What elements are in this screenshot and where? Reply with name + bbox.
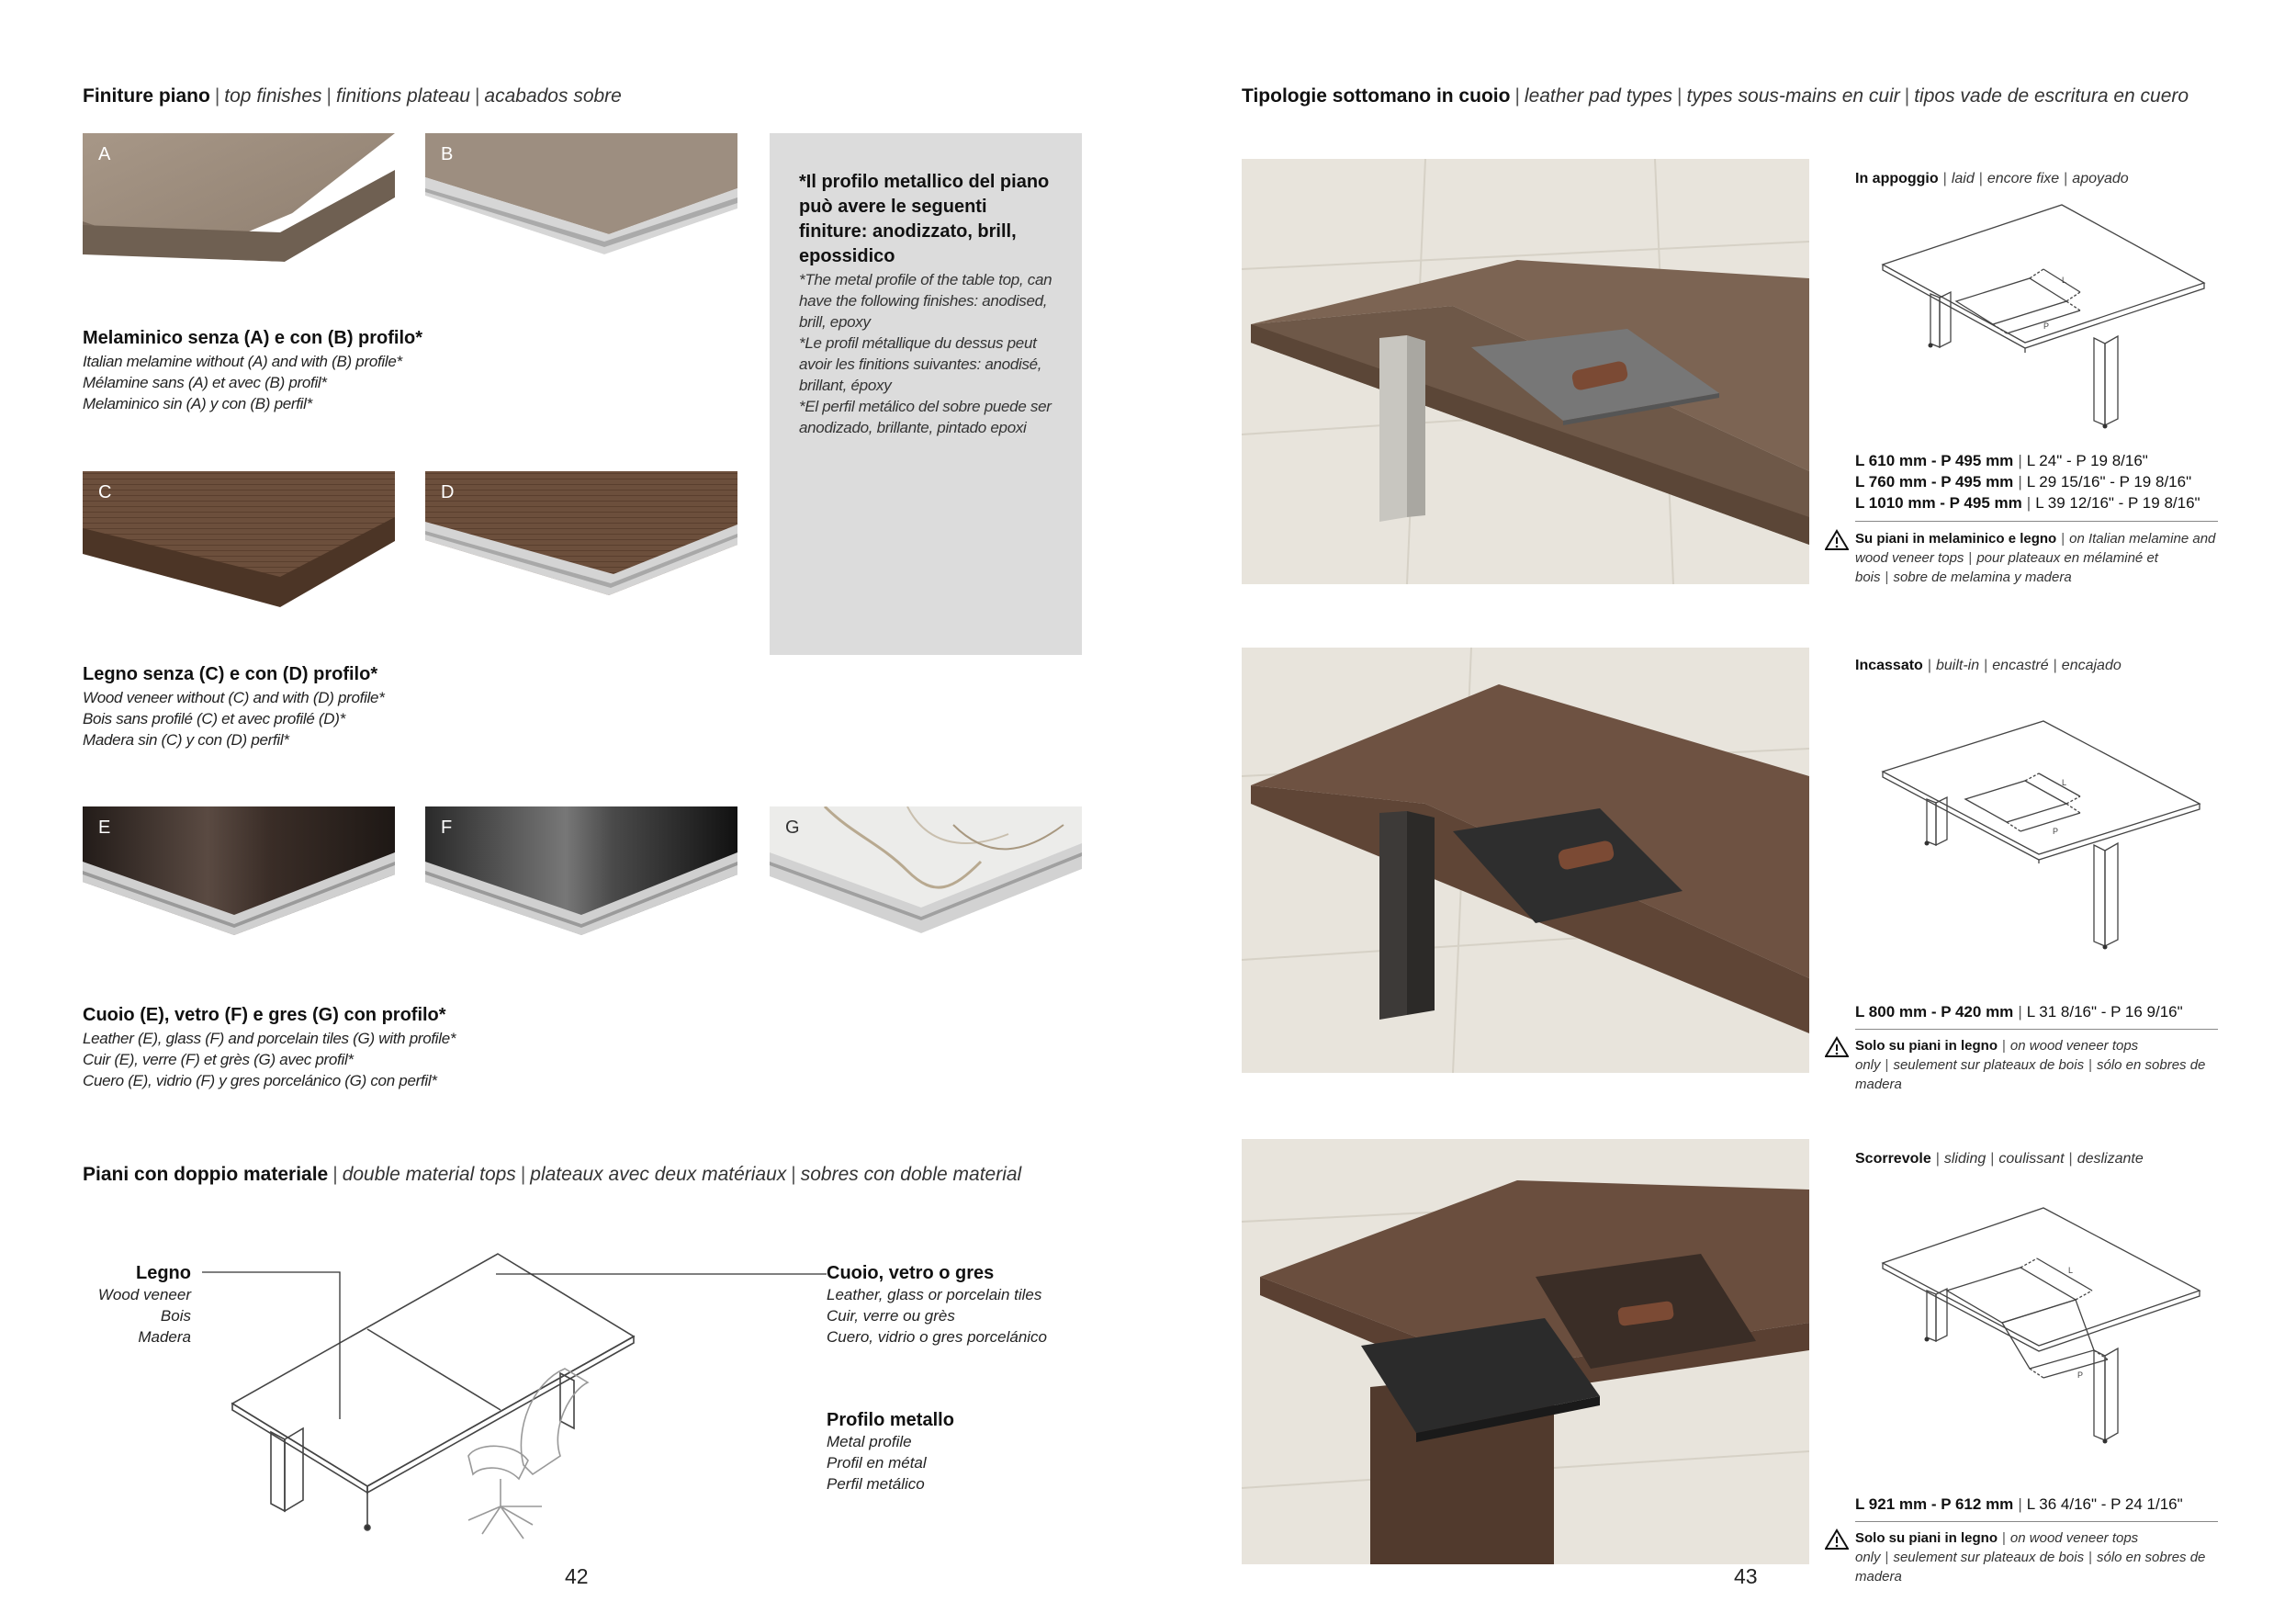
section-sliding-warning-es: sólo en sobres de madera [1855, 1550, 2206, 1585]
laid-dim-1-imperial: L 24" - P 19 8/16" [2026, 452, 2148, 469]
warning-icon [1825, 1528, 1849, 1551]
caption-melamine-es: Melaminico sin (A) y con (B) perfil* [83, 395, 312, 412]
swatch-a-letter: A [98, 144, 111, 164]
swatch-b-letter: B [441, 144, 454, 164]
section-builtin-title-bold: Incassato [1855, 658, 1923, 673]
laid-dim-1: L 610 mm - P 495 mm | L 24" - P 19 8/16" [1855, 452, 2148, 469]
label-cuoio-title: Cuoio, vetro o gres [827, 1263, 995, 1283]
right-heading-en: leather pad types [1524, 85, 1673, 107]
caption-leather [83, 1005, 560, 1091]
section-laid-warning: Su piani in melaminico e legno | on Italian melamine and wood veneer tops | pour plateaux en mélaminé et bois | sobre de melamina y madera [1855, 531, 2216, 585]
double-heading-es: sobres con doble material [800, 1164, 1022, 1185]
double-heading: Piani con doppio materiale | double material tops | plateaux avec deux matériaux | sobres con doble material [83, 1164, 1022, 1185]
right-heading-bold: Tipologie sottomano in cuoio [1242, 85, 1511, 107]
profile-note-es: *El perfil metálico del sobre puede ser anodizado, brillante, pintado epoxi [799, 398, 1052, 436]
section-builtin-warning-fr: seulement sur plateaux de bois [1893, 1057, 2085, 1073]
laid-dim-1-metric: L 610 mm - P 495 mm [1855, 452, 2014, 469]
label-profilo-en: Metal profile [827, 1433, 912, 1450]
section-builtin-title-es: encajado [2061, 658, 2122, 673]
right-heading: Tipologie sottomano in cuoio | leather pad types | types sous-mains en cuir | tipos vade de escritura en cuero [1242, 85, 2189, 107]
section-sliding-title: Scorrevole | sliding | coulissant | deslizante [1855, 1151, 2144, 1167]
double-heading-fr: plateaux avec deux matériaux [530, 1164, 787, 1185]
profile-note-fr: *Le profil métallique du dessus peut avoir les finitions suivantes: anodisé, brillant, époxy [799, 334, 1042, 394]
label-profilo-es: Perfil metálico [827, 1475, 925, 1493]
diagram-laid-p-label: P [2043, 321, 2050, 331]
diagram-sliding-p-label: P [2077, 1370, 2084, 1380]
label-legno-fr: Bois [160, 1307, 191, 1325]
section-sliding-dims [1855, 1494, 2183, 1515]
section-laid-title-es: apoyado [2072, 171, 2129, 186]
caption-wood-fr: Bois sans profilé (C) et avec profilé (D)* [83, 710, 345, 727]
caption-wood-en: Wood veneer without (C) and with (D) profile* [83, 689, 385, 706]
swatch-d [425, 471, 737, 607]
laid-dim-2-metric: L 760 mm - P 495 mm [1855, 473, 2014, 491]
swatch-b [425, 133, 737, 269]
caption-wood-title: Legno senza (C) e con (D) profilo* [83, 664, 378, 684]
section-laid-warning-fr: pour plateaux en mélaminé et bois [1855, 550, 2158, 585]
section-builtin-title: Incassato | built-in | encastré | encajado [1855, 658, 2122, 673]
caption-leather-fr: Cuir (E), verre (F) et grès (G) avec profil* [83, 1051, 354, 1068]
swatch-a [83, 133, 395, 269]
diagram-builtin-l-label: L [2062, 778, 2067, 787]
swatch-e-letter: E [98, 818, 111, 838]
page-number-left: 42 [565, 1564, 589, 1588]
caption-melamine-en: Italian melamine without (A) and with (B) profile* [83, 353, 402, 370]
section-builtin-title-fr: encastré [1992, 658, 2049, 673]
double-material-table-drawing [202, 1245, 845, 1548]
laid-dim-2: L 760 mm - P 495 mm | L 29 15/16" - P 19 8/16" [1855, 473, 2192, 491]
diagram-sliding-l-label: L [2068, 1266, 2074, 1275]
label-profilo [827, 1410, 1139, 1494]
section-laid-title-en: laid [1951, 171, 1975, 186]
section-sliding-title-es: deslizante [2077, 1151, 2144, 1167]
section-builtin-dims [1855, 1001, 2183, 1022]
section-sliding-warning: Solo su piani in legno | on wood veneer tops only | seulement sur plateaux de bois | sólo en sobres de madera [1855, 1530, 2206, 1585]
swatch-g [770, 806, 1082, 942]
sliding-dim-1-imperial: L 36 4/16" - P 24 1/16" [2026, 1495, 2183, 1513]
section-laid-title-fr: encore fixe [1986, 171, 2060, 186]
section-sliding-title-en: sliding [1943, 1151, 1986, 1167]
label-legno-title: Legno [136, 1263, 191, 1283]
section-sliding-title-fr: coulissant [1998, 1151, 2065, 1167]
section-laid-title-bold: In appoggio [1855, 171, 1939, 186]
caption-leather-en: Leather (E), glass (F) and porcelain tiles (G) with profile* [83, 1030, 456, 1047]
caption-melamine [83, 328, 505, 414]
label-legno-es: Madera [138, 1328, 191, 1346]
laid-dim-2-imperial: L 29 15/16" - P 19 8/16" [2026, 473, 2192, 491]
section-sliding-warning-en: on wood veneer tops only [1855, 1530, 2139, 1565]
diagram-laid [1874, 200, 2213, 434]
left-heading-bold: Finiture piano [83, 85, 210, 107]
label-cuoio-fr: Cuir, verre ou grès [827, 1307, 955, 1325]
double-heading-en: double material tops [342, 1164, 516, 1185]
profile-note-title: *Il profilo metallico del piano può avere le seguenti finiture: anodizzato, brill, epossidico [799, 172, 1050, 266]
diagram-laid-l-label: L [2062, 276, 2067, 285]
laid-dim-3: L 1010 mm - P 495 mm | L 39 12/16" - P 19 8/16" [1855, 494, 2200, 512]
section-builtin-warning-en: on wood veneer tops only [1855, 1038, 2139, 1073]
sliding-dim-1-metric: L 921 mm - P 612 mm [1855, 1495, 2014, 1513]
laid-dim-3-metric: L 1010 mm - P 495 mm [1855, 494, 2022, 512]
section-sliding-warning-fr: seulement sur plateaux de bois [1893, 1550, 2085, 1565]
label-profilo-fr: Profil en métal [827, 1454, 927, 1472]
swatch-f [425, 806, 737, 942]
double-heading-bold: Piani con doppio materiale [83, 1164, 329, 1185]
swatch-g-letter: G [785, 818, 800, 838]
caption-wood-es: Madera sin (C) y con (D) perfil* [83, 731, 289, 749]
right-heading-es: tipos vade de escritura en cuero [1914, 85, 2189, 107]
profile-note-box [770, 133, 1082, 655]
diagram-builtin-p-label: P [2053, 827, 2059, 836]
diagram-builtin [1874, 716, 2213, 955]
left-heading: Finiture piano | top finishes | finitions plateau | acabados sobre [83, 85, 622, 107]
label-cuoio [827, 1263, 1139, 1348]
caption-leather-es: Cuero (E), vidrio (F) y gres porcelánico (G) con perfil* [83, 1072, 437, 1089]
section-builtin-warning-es: sólo en sobres de madera [1855, 1057, 2206, 1092]
caption-melamine-title: Melaminico senza (A) e con (B) profilo* [83, 328, 423, 348]
diagram-sliding [1874, 1203, 2213, 1451]
left-heading-fr: finitions plateau [336, 85, 470, 107]
label-cuoio-es: Cuero, vidrio o gres porcelánico [827, 1328, 1048, 1346]
label-legno [55, 1263, 191, 1348]
section-laid-warning-es: sobre de melamina y madera [1893, 570, 2072, 585]
section-laid-title: In appoggio | laid | encore fixe | apoyado [1855, 171, 2129, 186]
section-laid-dims [1855, 450, 2200, 513]
photo-laid-pad [1242, 159, 1809, 584]
photo-sliding-pad [1242, 1139, 1809, 1564]
builtin-dim-1: L 800 mm - P 420 mm | L 31 8/16" - P 16 9/16" [1855, 1003, 2183, 1021]
laid-dim-3-imperial: L 39 12/16" - P 19 8/16" [2035, 494, 2200, 512]
builtin-dim-1-imperial: L 31 8/16" - P 16 9/16" [2026, 1003, 2183, 1021]
photo-built-in-pad [1242, 648, 1809, 1073]
left-heading-en: top finishes [224, 85, 322, 107]
page-number-right: 43 [1734, 1564, 1758, 1588]
swatch-e [83, 806, 395, 942]
section-laid-rule [1855, 521, 2218, 522]
caption-melamine-fr: Mélamine sans (A) et avec (B) profil* [83, 374, 327, 391]
section-builtin-rule [1855, 1029, 2218, 1030]
section-sliding-rule [1855, 1521, 2218, 1522]
sliding-dim-1: L 921 mm - P 612 mm | L 36 4/16" - P 24 1/16" [1855, 1495, 2183, 1513]
swatch-d-letter: D [441, 482, 455, 502]
section-laid-warning-en: on Italian melamine and wood veneer tops [1855, 531, 2216, 566]
section-builtin-warning: Solo su piani in legno | on wood veneer tops only | seulement sur plateaux de bois | sólo en sobres de madera [1855, 1038, 2206, 1092]
caption-leather-title: Cuoio (E), vetro (F) e gres (G) con profilo* [83, 1005, 446, 1025]
swatch-c [83, 471, 395, 607]
label-profilo-title: Profilo metallo [827, 1410, 954, 1430]
section-builtin-warning-bold: Solo su piani in legno [1855, 1038, 1998, 1054]
section-builtin-title-en: built-in [1935, 658, 1980, 673]
section-laid-warning-bold: Su piani in melaminico e legno [1855, 531, 2057, 547]
warning-icon [1825, 1036, 1849, 1058]
section-sliding-warning-bold: Solo su piani in legno [1855, 1530, 1998, 1546]
label-cuoio-en: Leather, glass or porcelain tiles [827, 1286, 1042, 1303]
section-sliding-title-bold: Scorrevole [1855, 1151, 1931, 1167]
label-legno-en: Wood veneer [97, 1286, 191, 1303]
caption-wood [83, 664, 505, 750]
profile-note-en: *The metal profile of the table top, can have the following finishes: anodised, brill, epoxy [799, 271, 1052, 331]
swatch-c-letter: C [98, 482, 112, 502]
left-heading-es: acabados sobre [484, 85, 622, 107]
builtin-dim-1-metric: L 800 mm - P 420 mm [1855, 1003, 2014, 1021]
warning-icon [1825, 529, 1849, 551]
right-heading-fr: types sous-mains en cuir [1686, 85, 1900, 107]
swatch-f-letter: F [441, 818, 453, 838]
